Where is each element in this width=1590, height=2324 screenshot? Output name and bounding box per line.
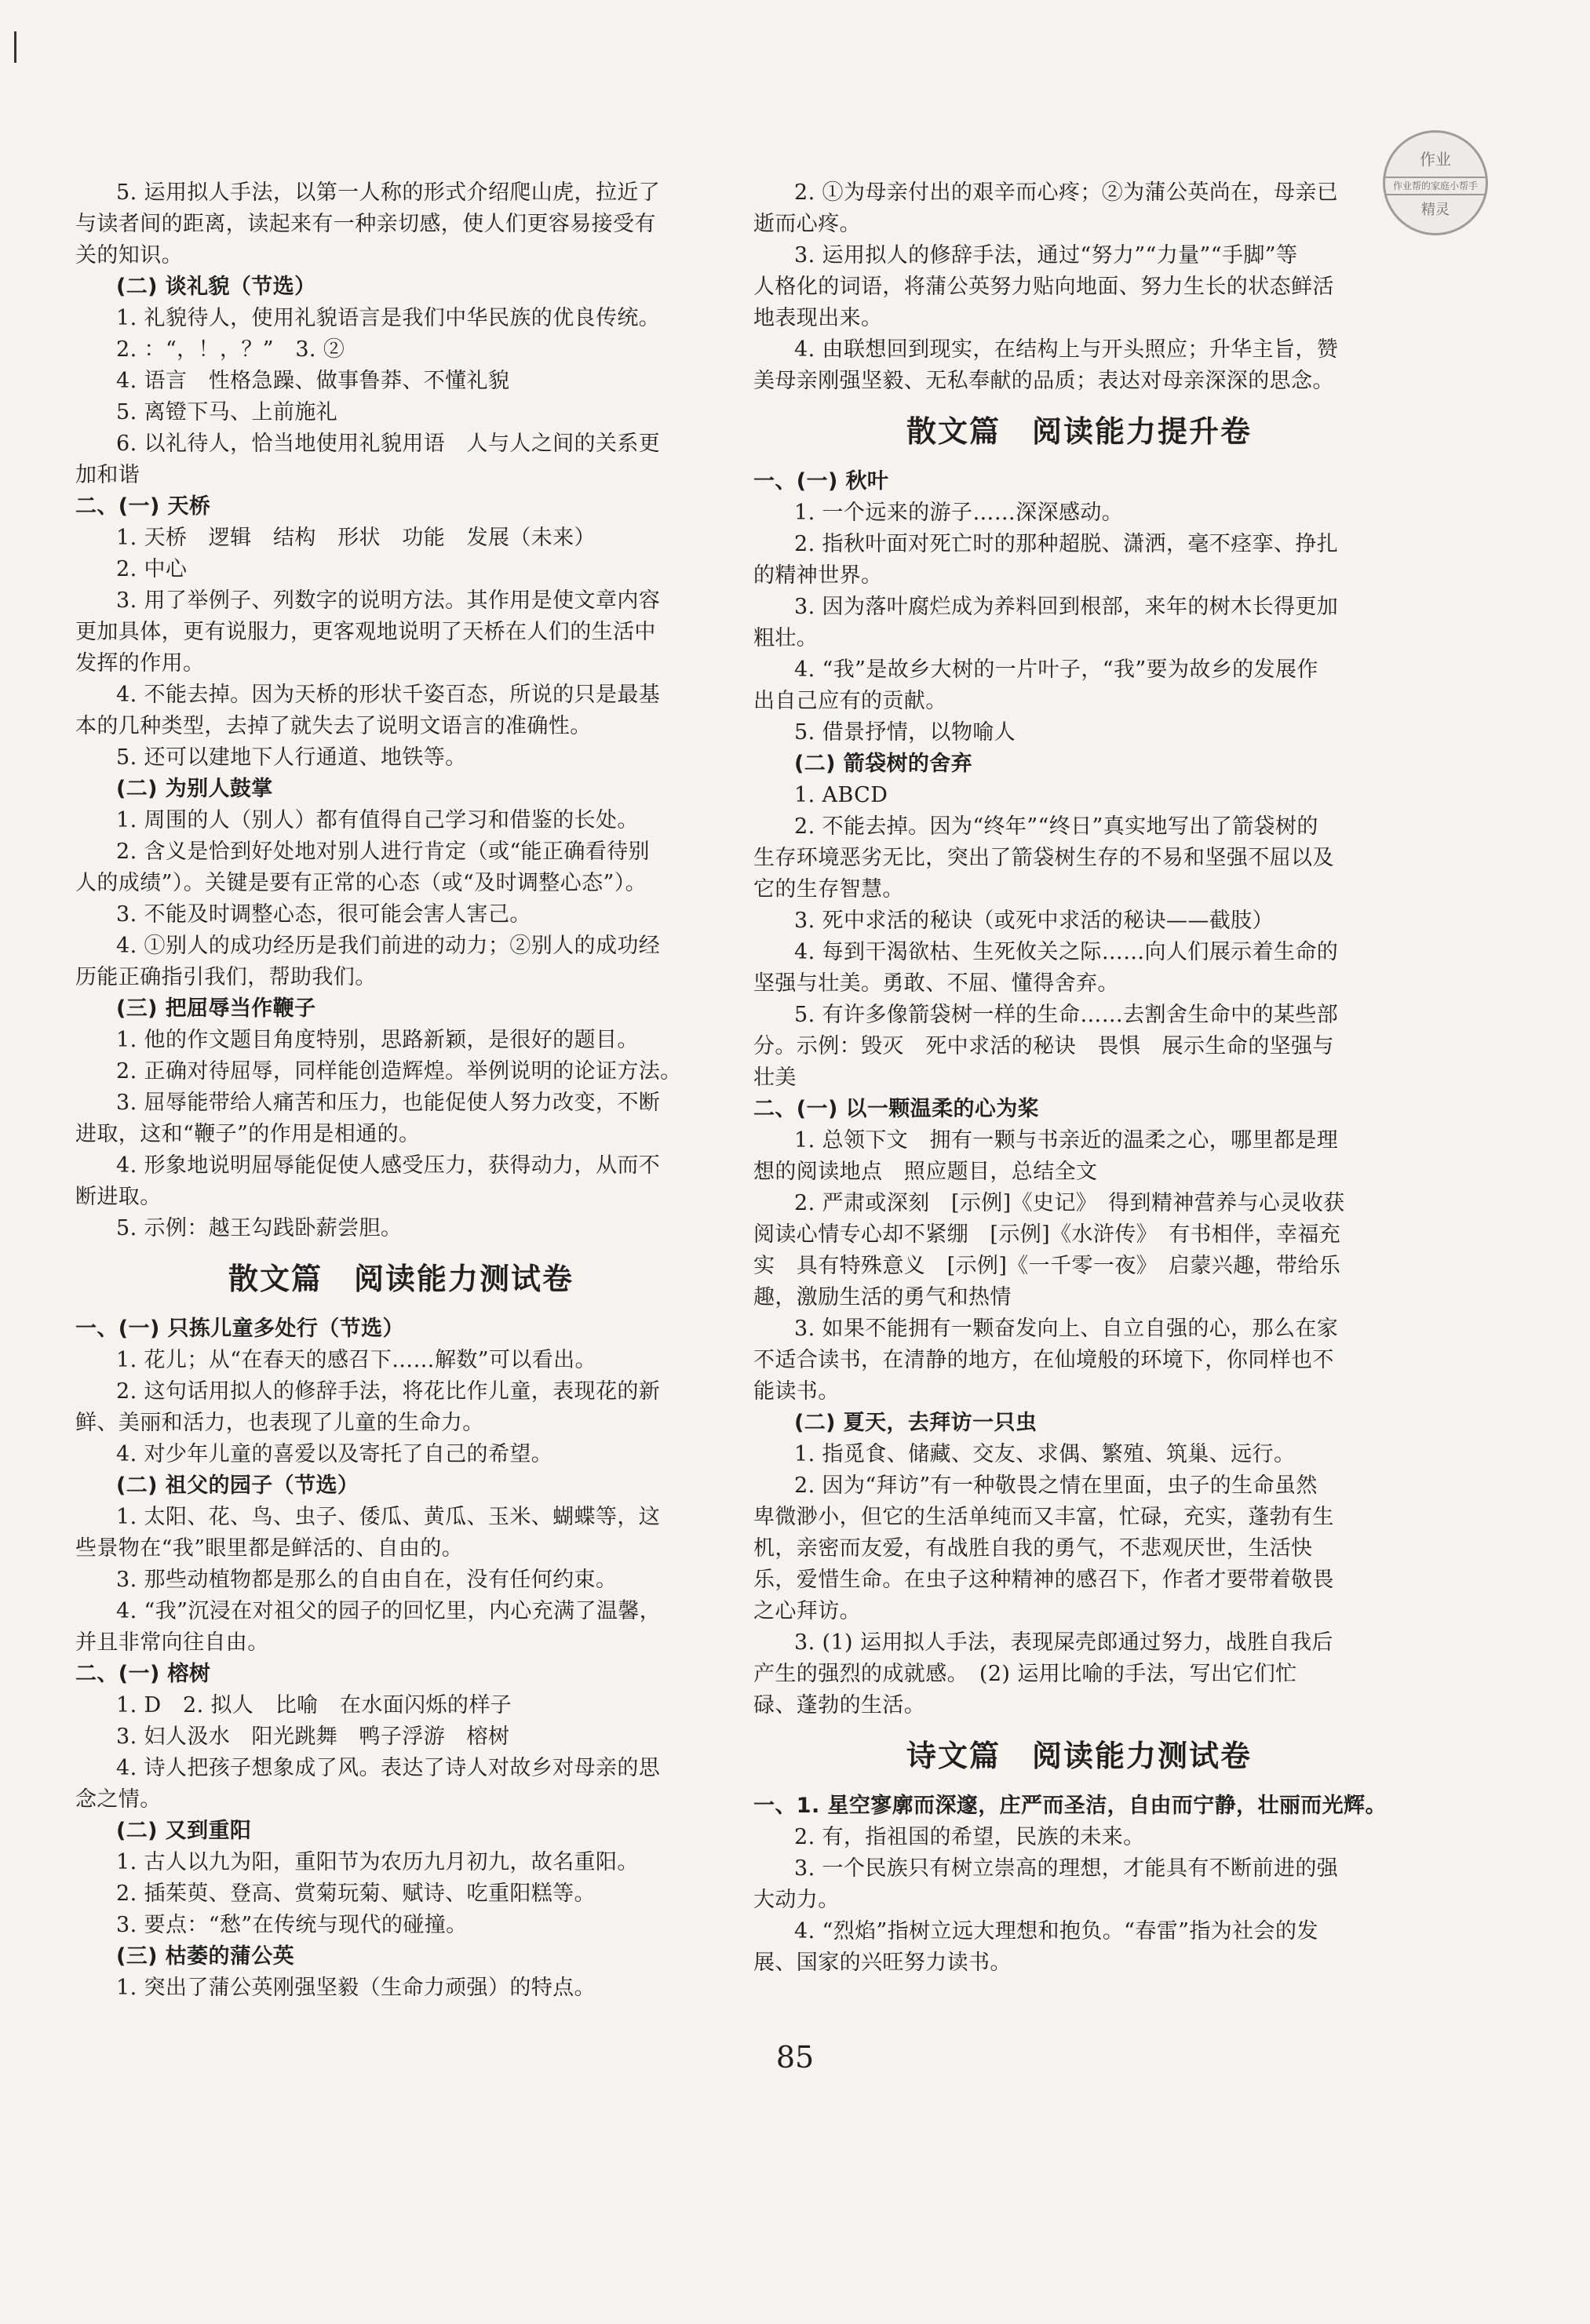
text-line: 2. 有，指祖国的希望，民族的未来。 (794, 1825, 1145, 1849)
text-line: 2. 不能去掉。因为“终年”“终日”真实地写出了箭袋树的 (794, 814, 1318, 839)
text-line: 3. 不能及时调整心态，很可能会害人害己。 (116, 902, 531, 927)
text-line: 本的几种类型，去掉了就失去了说明文语言的准确性。 (75, 714, 592, 738)
right-column (753, 177, 1405, 1979)
text-line: 一、1. 星空寥廓而深邃，庄严而圣洁，自由而宁静，壮丽而光辉。 (753, 1794, 1387, 1818)
text-line: 人格化的词语，将蒲公英努力贴向地面、努力生长的状态鲜活 (753, 275, 1334, 299)
text-line: 想的阅读地点 照应题目，总结全文 (753, 1160, 1098, 1184)
text-line: 2. 插茱萸、登高、赏菊玩菊、赋诗、吃重阳糕等。 (116, 1881, 596, 1906)
text-line: 5. 还可以建地下人行通道、地铁等。 (116, 745, 467, 770)
text-line: 3. 如果不能拥有一颗奋发向上、自立自强的心，那么在家 (794, 1317, 1339, 1341)
text-line: 乐，爱惜生命。在虫子这种精神的感召下，作者才要带着敬畏 (753, 1568, 1334, 1592)
text-line: 不适合读书，在清静的地方，在仙境般的环境下，你同样也不 (753, 1348, 1334, 1372)
text-line: (二) 为别人鼓掌 (116, 777, 273, 801)
text-line: 产生的强烈的成就感。 (2) 运用比喻的手法，写出它们忙 (753, 1662, 1297, 1686)
text-line: 3. 死中求活的秘诀（或死中求活的秘诀——截肢） (794, 909, 1274, 933)
text-line: 5. 运用拟人手法，以第一人称的形式介绍爬山虎，拉近了 (116, 180, 661, 205)
text-line: 1. 一个远来的游子……深深感动。 (794, 501, 1124, 525)
text-line: 些景物在“我”眼里都是鲜活的、自由的。 (75, 1536, 464, 1561)
text-line: 5. 有许多像箭袋树一样的生命……去割舍生命中的某些部 (794, 1003, 1339, 1027)
text-line: 4. 语言 性格急躁、做事鲁莽、不懂礼貌 (116, 369, 510, 393)
text-line: 生存环境恶劣无比，突出了箭袋树生存的不易和坚强不屈以及 (753, 846, 1334, 870)
text-line: 1. 古人以九为阳，重阳节为农历九月初九，故名重阳。 (116, 1850, 639, 1874)
text-line: 断进取。 (75, 1185, 162, 1209)
text-line: 1. 指觅食、储藏、交友、求偶、繁殖、筑巢、远行。 (794, 1442, 1296, 1466)
text-line: 并且非常向往自由。 (75, 1630, 269, 1655)
text-line: 发挥的作用。 (75, 651, 205, 676)
text-line: 地表现出来。 (753, 306, 883, 330)
section-heading: 散文篇 阅读能力提升卷 (906, 414, 1252, 449)
text-line: 3. 运用拟人的修辞手法，通过“努力”“力量”“手脚”等 (794, 243, 1298, 268)
text-line: 4. 不能去掉。因为天桥的形状千姿百态，所说的只是最基 (116, 683, 661, 707)
text-line: 5. 示例：越王勾践卧薪尝胆。 (116, 1216, 403, 1240)
text-line: 1. 总领下文 拥有一颗与书亲近的温柔之心，哪里都是理 (794, 1128, 1339, 1153)
text-line: 4. “我”是故乡大树的一片叶子，“我”要为故乡的发展作 (794, 657, 1318, 682)
text-line: 2. 因为“拜访”有一种敬畏之情在里面，虫子的生命虽然 (794, 1473, 1318, 1498)
page-number: 85 (775, 2040, 815, 2074)
text-line: 2. ：“，！，？” 3. ② (116, 337, 345, 362)
text-line: 分。示例：毁灭 死中求活的秘诀 畏惧 展示生命的坚强与 (753, 1034, 1334, 1058)
text-line: 能读书。 (753, 1379, 840, 1404)
text-line: 二、(一) 榕树 (75, 1662, 211, 1686)
text-line: 趣，激励生活的勇气和热情 (753, 1285, 1012, 1310)
text-line: (二) 又到重阳 (116, 1819, 252, 1843)
text-line: 3. 用了举例子、列数字的说明方法。其作用是使文章内容 (116, 588, 661, 613)
text-line: (二) 祖父的园子（节选） (116, 1473, 359, 1498)
text-line: 2. ①为母亲付出的艰辛而心疼；②为蒲公英尚在，母亲已 (794, 180, 1339, 205)
text-line: 卑微渺小，但它的生活单纯而又丰富，忙碌，充实，蓬勃有生 (753, 1505, 1334, 1529)
text-line: 2. 含义是恰到好处地对别人进行肯定（或“能正确看待别 (116, 840, 650, 864)
section-heading: 诗文篇 阅读能力测试卷 (906, 1739, 1252, 1773)
text-line: 1. 太阳、花、鸟、虫子、倭瓜、黄瓜、玉米、蝴蝶等，这 (116, 1505, 661, 1529)
text-line: 1. 他的作文题目角度特别，思路新颖，是很好的题目。 (116, 1028, 639, 1052)
text-line: 4. 对少年儿童的喜爱以及寄托了自己的希望。 (116, 1442, 553, 1466)
text-line: 壮美 (753, 1065, 797, 1090)
text-line: 5. 借景抒情，以物喻人 (794, 720, 1016, 745)
text-line: 1. D 2. 拟人 比喻 在水面闪烁的样子 (116, 1693, 512, 1718)
text-line: 出自己应有的贡献。 (753, 689, 947, 713)
text-line: 5. 离镫下马、上前施礼 (116, 400, 338, 424)
text-line: 历能正确指引我们，帮助我们。 (75, 965, 377, 989)
text-line: 4. 由联想回到现实，在结构上与开头照应；升华主旨，赞 (794, 337, 1339, 362)
text-line: 坚强与壮美。勇敢、不屈、懂得舍弃。 (753, 971, 1119, 996)
text-line: 2. 严肃或深刻 [示例]《史记》 得到精神营养与心灵收获 (794, 1191, 1345, 1215)
text-line: 机，亲密而友爱，有战胜自我的勇气，不悲观厌世，生活快 (753, 1536, 1313, 1561)
stamp-bottom-text: 精灵 (1421, 202, 1450, 218)
text-line: 3. 屈辱能带给人痛苦和压力，也能促使人努力改变，不断 (116, 1091, 661, 1115)
text-line: 一、(一) 秋叶 (753, 469, 889, 494)
text-line: 1. 礼貌待人，使用礼貌语言是我们中华民族的优良传统。 (116, 306, 661, 330)
binding-mark (14, 31, 16, 63)
text-line: 2. 正确对待屈辱，同样能创造辉煌。举例说明的论证方法。 (116, 1059, 682, 1084)
text-line: 阅读心情专心却不紧绷 [示例]《水浒传》 有书相伴，幸福充 (753, 1222, 1341, 1247)
text-line: 3. 要点：“愁”在传统与现代的碰撞。 (116, 1913, 468, 1937)
text-line: (二) 夏天，去拜访一只虫 (794, 1411, 1038, 1435)
text-line: 的精神世界。 (753, 563, 883, 588)
text-line: 进取，这和“鞭子”的作用是相通的。 (75, 1122, 421, 1146)
text-line: 更加具体，更有说服力，更客观地说明了天桥在人们的生活中 (75, 620, 656, 644)
text-line: 3. 因为落叶腐烂成为养料回到根部，来年的树木长得更加 (794, 595, 1339, 619)
text-line: 一、(一) 只拣儿童多处行（节选） (75, 1317, 404, 1341)
text-line: 3. 那些动植物都是那么的自由自在，没有任何约束。 (116, 1568, 618, 1592)
text-line: 展、国家的兴旺努力读书。 (753, 1951, 1012, 1975)
text-line: 4. 诗人把孩子想象成了风。表达了诗人对故乡对母亲的思 (116, 1756, 661, 1780)
stamp-middle-text: 作业帮的家庭小帮手 (1385, 177, 1486, 195)
text-line: 碌、蓬勃的生活。 (753, 1693, 926, 1718)
text-line: 实 具有特殊意义 [示例]《一千零一夜》 启蒙兴趣，带给乐 (753, 1254, 1341, 1278)
text-line: 粗壮。 (753, 626, 819, 650)
text-line: 念之情。 (75, 1787, 162, 1812)
text-line: 4. “烈焰”指树立远大理想和抱负。“春雷”指为社会的发 (794, 1919, 1318, 1943)
text-line: 4. 每到干渴欲枯、生死攸关之际……向人们展示着生命的 (794, 940, 1339, 964)
text-line: (三) 把屈辱当作鞭子 (116, 996, 316, 1021)
stamp-top-text: 作业 (1420, 150, 1451, 169)
text-line: 大动力。 (753, 1888, 840, 1912)
text-line: 3. (1) 运用拟人手法，表现屎壳郎通过努力，战胜自我后 (794, 1630, 1333, 1655)
text-line: 二、(一) 天桥 (75, 494, 211, 519)
text-line: 关的知识。 (75, 243, 183, 268)
text-line: 1. 天桥 逻辑 结构 形状 功能 发展（未来） (116, 526, 596, 550)
text-line: 4. “我”沉浸在对祖父的园子的回忆里，内心充满了温馨， (116, 1599, 662, 1623)
text-line: 3. 妇人汲水 阳光跳舞 鸭子浮游 榕树 (116, 1725, 510, 1749)
text-line: 人的成绩”）。关键是要有正常的心态（或“及时调整心态”）。 (75, 871, 647, 895)
text-line: 4. 形象地说明屈辱能促使人感受压力，获得动力，从而不 (116, 1153, 661, 1178)
text-line: 1. 突出了蒲公英刚强坚毅（生命力顽强）的特点。 (116, 1976, 596, 2000)
text-line: 6. 以礼待人，恰当地使用礼貌用语 人与人之间的关系更 (116, 432, 661, 456)
section-heading: 散文篇 阅读能力测试卷 (228, 1262, 574, 1296)
text-line: 它的生存智慧。 (753, 877, 904, 902)
text-line: (三) 枯萎的蒲公英 (116, 1944, 295, 1969)
text-line: 2. 这句话用拟人的修辞手法，将花比作儿童，表现花的新 (116, 1379, 661, 1404)
text-line: 鲜、美丽和活力，也表现了儿童的生命力。 (75, 1411, 484, 1435)
text-line: 1. 周围的人（别人）都有值得自己学习和借鉴的长处。 (116, 808, 639, 832)
text-line: 二、(一) 以一颗温柔的心为桨 (753, 1097, 1040, 1121)
text-line: 1. 花儿；从“在春天的感召下……解数”可以看出。 (116, 1348, 596, 1372)
text-line: 加和谐 (75, 463, 140, 487)
text-line: 1. ABCD (794, 783, 888, 807)
text-line: 2. 中心 (116, 557, 188, 581)
text-line: 与读者间的距离，读起来有一种亲切感，使人们更容易接受有 (75, 212, 656, 236)
left-column (75, 177, 727, 2004)
text-line: 之心拜访。 (753, 1599, 861, 1623)
text-line: 美母亲刚强坚毅、无私奉献的品质；表达对母亲深深的思念。 (753, 369, 1334, 393)
text-line: 4. ①别人的成功经历是我们前进的动力；②别人的成功经 (116, 934, 661, 958)
text-line: (二) 箭袋树的舍弃 (794, 752, 973, 776)
text-line: 逝而心疼。 (753, 212, 861, 236)
text-line: 2. 指秋叶面对死亡时的那种超脱、潇洒，毫不痉挛、挣扎 (794, 532, 1339, 556)
text-line: (二) 谈礼貌（节选） (116, 275, 316, 299)
text-line: 3. 一个民族只有树立崇高的理想，才能具有不断前进的强 (794, 1856, 1339, 1881)
